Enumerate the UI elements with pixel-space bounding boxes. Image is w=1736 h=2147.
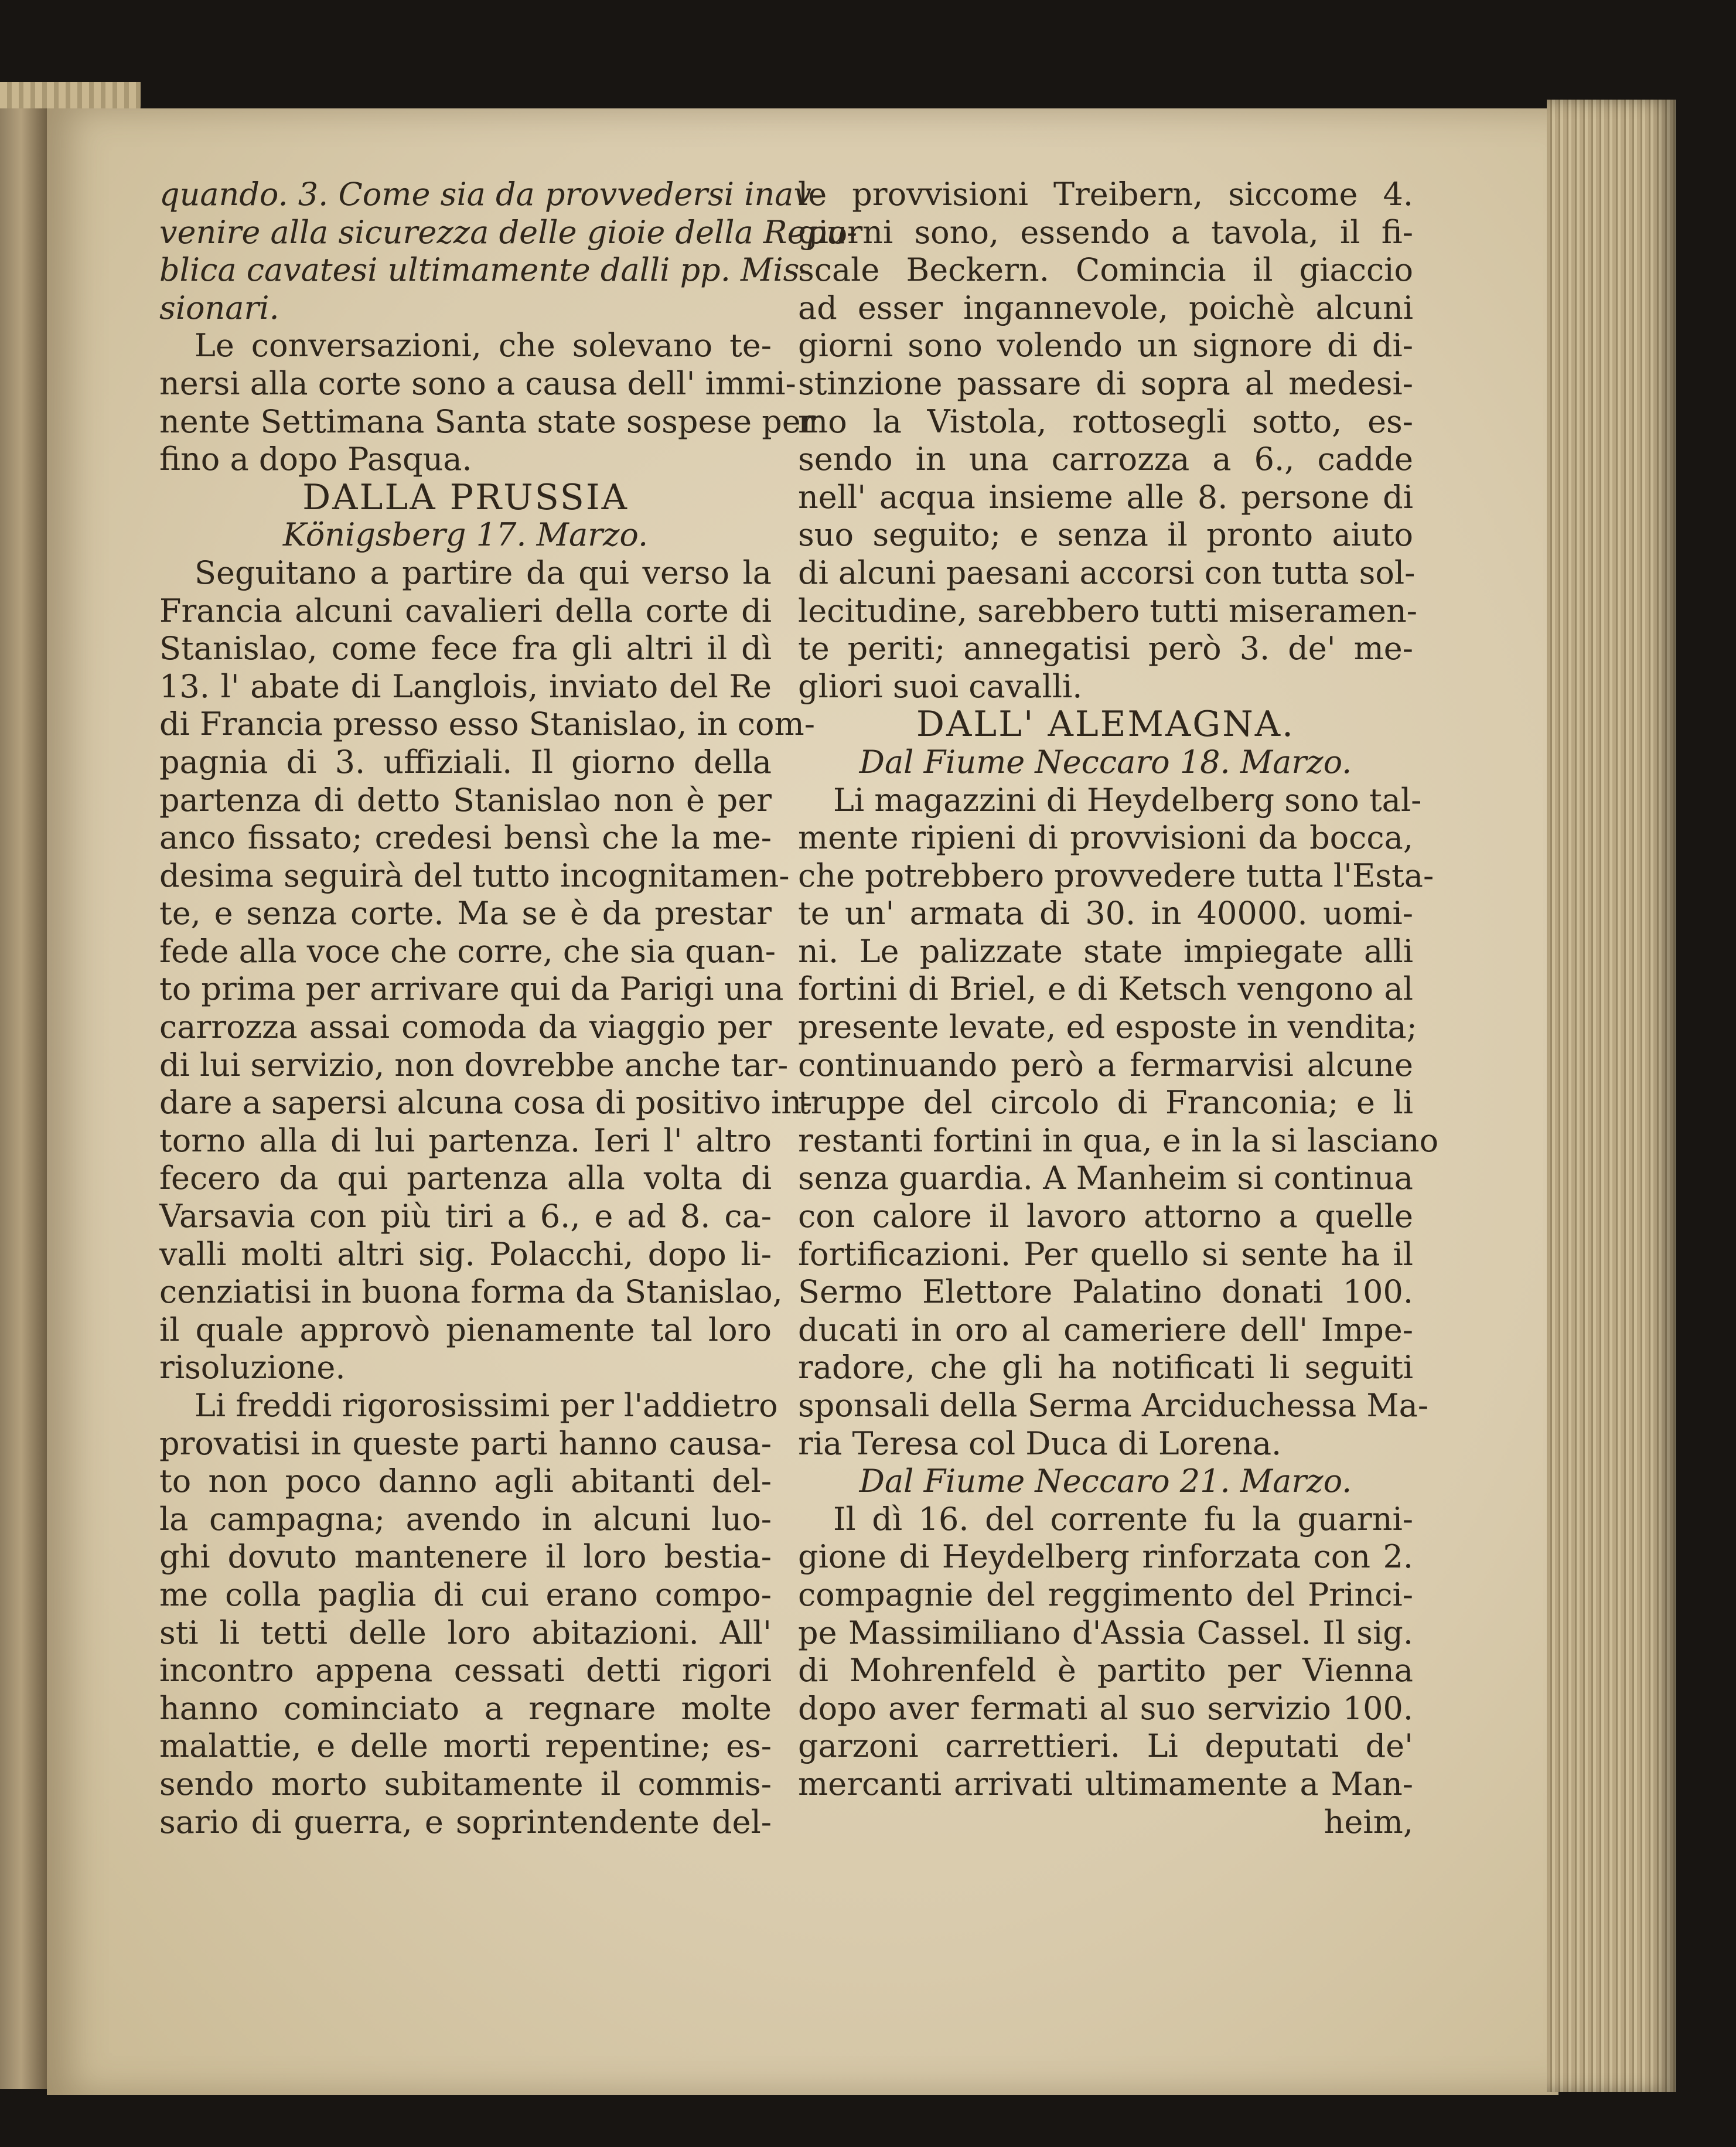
left-text-column [159,176,858,1841]
text-line: stinzione passare di sopra al medesi- [798,364,1413,402]
dateline: Dal Fiume Neccaro 21. Marzo. [859,1463,1352,1500]
text-line: continuando però a fermarvisi alcune [798,1046,1413,1083]
text-line: te, e senza corte. Ma se è da prestar [159,895,772,932]
text-line: ad esser ingannevole, poichè alcuni [798,289,1413,326]
text-line: Varsavia con più tiri a 6., e ad 8. ca- [159,1198,772,1235]
text-line: torno alla di lui partenza. Ieri l' altro [159,1122,772,1159]
section-heading: DALLA PRUSSIA [302,476,629,518]
text-line: fede alla voce che corre, che sia quan- [159,932,776,970]
text-line: restanti fortini in qua, e in la si lasciano [798,1122,1439,1159]
facing-page-edge [0,108,47,2089]
text-line: giorni sono, essendo a tavola, il fi- [798,213,1413,251]
text-line: pe Massimiliano d'Assia Cassel. Il sig. [798,1614,1413,1651]
text-line: cenziatisi in buona forma da Stanislao, [159,1273,783,1311]
text-line: risoluzione. [159,1349,346,1386]
text-line: compagnie del reggimento del Princi- [798,1576,1413,1613]
text-line: il quale approvò pienamente tal loro [159,1311,772,1348]
section-heading: DALL' ALEMAGNA. [916,704,1295,745]
text-line: dare a sapersi alcuna cosa di positivo in- [159,1084,813,1122]
text-line: gione di Heydelberg rinforzata con 2. [798,1538,1413,1576]
text-line: te un' armata di 30. in 40000. uomi- [798,895,1413,932]
text-line: heim, [1324,1803,1413,1841]
text-line: mercanti arrivati ultimamente a Man- [798,1765,1413,1802]
text-line: lecitudine, sarebbero tutti miseramen- [798,592,1418,629]
text-line: partenza di detto Stanislao non è per [159,781,772,819]
text-line: di lui servizio, non dovrebbe anche tar- [159,1046,789,1083]
text-line: Sermo Elettore Palatino donati 100. [798,1273,1413,1311]
text-line: Li freddi rigorosissimi per l'addietro [195,1387,778,1424]
text-line: provatisi in queste parti hanno causa- [159,1424,772,1462]
text-line: sendo in una carrozza a 6., cadde [798,441,1413,478]
text-line: Li magazzini di Heydelberg sono tal- [833,781,1422,819]
text-line: truppe del circolo di Franconia; e li [798,1084,1413,1122]
text-line: scale Beckern. Comincia il giaccio [798,251,1413,289]
text-line: venire alla sicurezza delle gioie della Repu- [159,213,858,251]
text-line: Il dì 16. del corrente fu la guarni- [833,1500,1413,1538]
text-line: con calore il lavoro attorno a quelle [798,1198,1413,1235]
text-line: le provvisioni Treibern, siccome 4. [798,176,1413,213]
text-line: mo la Vistola, rottosegli sotto, es- [798,403,1413,440]
text-line: carrozza assai comoda da viaggio per [159,1008,772,1046]
text-line: blica cavatesi ultimamente dalli pp. Mis- [159,251,810,289]
text-line: quando. 3. Come sia da provvedersi inav- [159,176,823,213]
text-line: ni. Le palizzate state impiegate alli [798,932,1413,970]
text-line: di Mohrenfeld è partito per Vienna [798,1652,1413,1689]
text-line: di alcuni paesani accorsi con tutta sol- [798,554,1416,591]
text-line: hanno cominciato a regnare molte [159,1689,772,1727]
text-line: nente Settimana Santa state sospese per [159,403,816,440]
text-line: sponsali della Serma Arciduchessa Ma- [798,1387,1429,1424]
text-line: sti li tetti delle loro abitazioni. All' [159,1614,772,1651]
dateline: Königsberg 17. Marzo. [282,516,649,554]
text-line: nersi alla corte sono a causa dell' immi- [159,364,796,402]
text-line: Le conversazioni, che solevano te- [195,327,772,364]
text-line: pagnia di 3. uffiziali. Il giorno della [159,743,772,781]
text-line: incontro appena cessati detti rigori [159,1652,772,1689]
text-line: to non poco danno agli abitanti del- [159,1463,772,1500]
text-line: garzoni carrettieri. Li deputati de' [798,1727,1413,1765]
text-line: me colla paglia di cui erano compo- [159,1576,772,1613]
text-line: fecero da qui partenza alla volta di [159,1160,772,1197]
text-line: di Francia presso esso Stanislao, in com- [159,706,815,743]
text-line: mente ripieni di provvisioni da bocca, [798,819,1413,857]
text-line: che potrebbero provvedere tutta l'Esta- [798,857,1434,894]
text-line: fortificazioni. Per quello si sente ha il [798,1235,1413,1273]
text-line: gliori suoi cavalli. [798,667,1083,705]
text-line: 13. l' abate di Langlois, inviato del Re [159,667,772,705]
text-line: giorni sono volendo un signore di di- [798,327,1413,364]
text-line: Stanislao, come fece fra gli altri il dì [159,630,772,667]
text-line: la campagna; avendo in alcuni luo- [159,1500,772,1538]
text-line: sionari. [159,289,279,326]
text-line: ria Teresa col Duca di Lorena. [798,1424,1282,1462]
dateline: Dal Fiume Neccaro 18. Marzo. [859,743,1352,781]
text-line: suo seguito; e senza il pronto aiuto [798,516,1413,554]
text-line: to prima per arrivare qui da Parigi una [159,970,784,1008]
text-line: malattie, e delle morti repentine; es- [159,1727,772,1765]
text-line: nell' acqua insieme alle 8. persone di [798,478,1413,516]
text-line: sario di guerra, e soprintendente del- [159,1803,772,1841]
text-line: senza guardia. A Manheim si continua [798,1160,1413,1197]
text-line: ghi dovuto mantenere il loro bestia- [159,1538,772,1576]
text-line: fino a dopo Pasqua. [159,441,472,478]
text-line: desima seguirà del tutto incognitamen- [159,857,790,894]
text-line: sendo morto subitamente il commis- [159,1765,772,1802]
text-line: ducati in oro al cameriere dell' Impe- [798,1311,1413,1348]
text-line: radore, che gli ha notificati li seguiti [798,1349,1413,1386]
text-line: valli molti altri sig. Polacchi, dopo li- [159,1235,772,1273]
text-line: presente levate, ed esposte in vendita; [798,1008,1417,1046]
page-edges [1547,100,1676,2092]
text-line: Francia alcuni cavalieri della corte di [159,592,772,629]
text-line: dopo aver fermati al suo servizio 100. [798,1689,1413,1727]
text-line: te periti; annegatisi però 3. de' me- [798,630,1413,667]
text-line: Seguitano a partire da qui verso la [195,554,772,591]
text-line: fortini di Briel, e di Ketsch vengono al [798,970,1413,1008]
text-line: anco fissato; credesi bensì che la me- [159,819,772,857]
right-text-column [798,176,1439,1841]
